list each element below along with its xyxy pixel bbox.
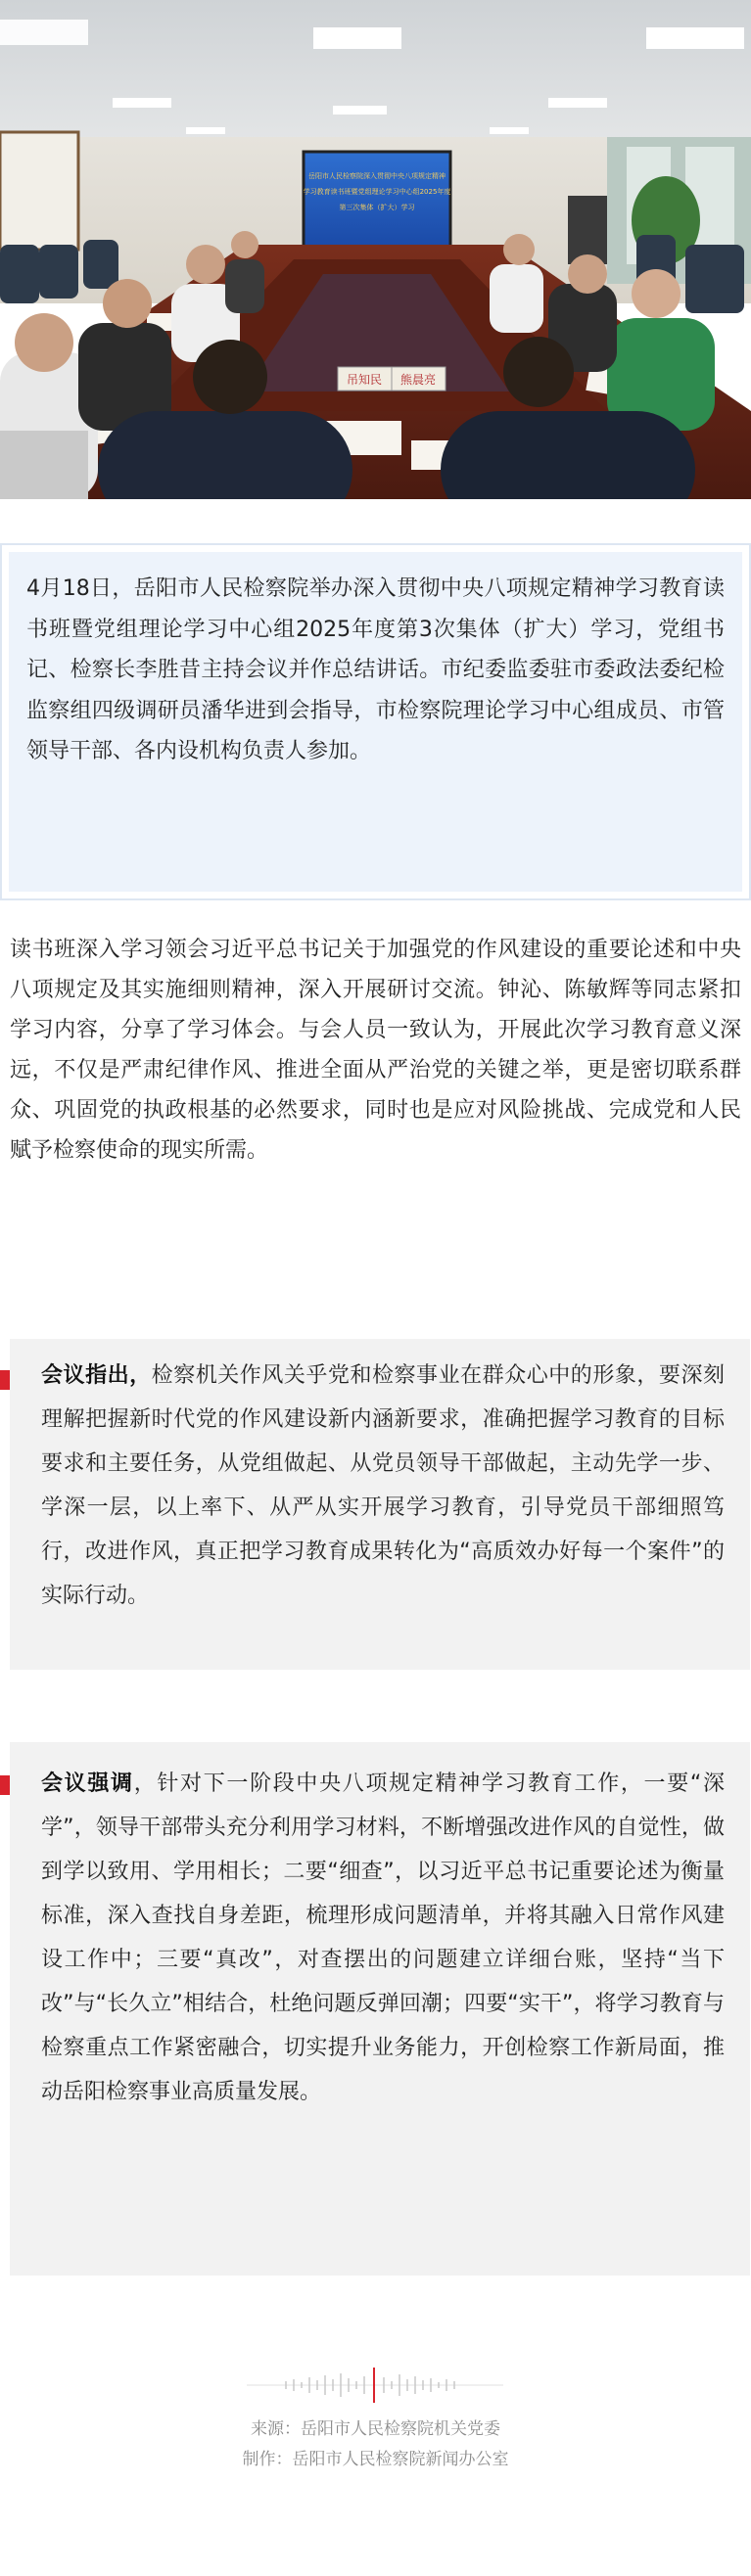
intro-text: 4月18日，岳阳市人民检察院举办深入贯彻中央八项规定精神学习教育读书班暨党组理论学习中心组2025年度第3次集体（扩大）学习，党组书记、检察长李胜昔主持会议并作总结讲话。市纪委监委驻市委政法委纪检监察组四级调研员潘华进到会指导，市检察院理论学习中心组成员、市管领导干部、各内设机构负责人参加。 <box>9 552 742 892</box>
red-marker-icon <box>0 1775 10 1795</box>
footer-producer: 制作：岳阳市人民检察院新闻办公室 <box>242 2450 509 2469</box>
screen-text-line-1: 岳阳市人民检察院深入贯彻中央八项规定精神 <box>308 172 446 180</box>
sound-wave-divider-icon <box>247 2366 503 2405</box>
screen-text-line-2: 学习教育读书班暨党组理论学习中心组2025年度 <box>303 188 451 196</box>
meeting-pointed-out-block <box>10 1339 750 1670</box>
meeting-emphasized-text: ，针对下一阶段中央八项规定精神学习教育工作，一要“深学”，领导干部带头充分利用学习材料，不断增强改进作风的自觉性，做到学以致用、学用相长；二要“细查”，以习近平总书记重要论述为衡量标准，深入查找自身差距，梳理形成问题清单，并将其融入日常作风建设工作中；三要“真改”，对查摆出的问题建立详细台账，坚持“当下改”与“长久立”相结合，杜绝问题反弹回潮；四要“实干”，将学习教育与检察重点工作紧密融合，切实提升业务能力，开创检察工作新局面，推动岳阳检察事业高质量发展。 <box>41 1771 725 2104</box>
red-marker-icon <box>0 1370 10 1390</box>
meeting-emphasized-lead: 会议强调 <box>41 1771 134 1796</box>
meeting-photo <box>0 0 751 499</box>
meeting-emphasized-paragraph <box>41 1762 725 2114</box>
intro-box <box>0 543 751 900</box>
nameplate-1: 吊知民 <box>346 373 383 387</box>
body-paragraph: 读书班深入学习领会习近平总书记关于加强党的作风建设的重要论述和中央八项规定及其实施细则精神，深入开展研讨交流。钟沁、陈敏辉等同志紧扣学习内容，分享了学习体会。与会人员一致认为，开展此次学习教育意义深远，不仅是严肃纪律作风、推进全面从严治党的关键之举，更是密切联系群众、巩固党的执政根基的必然要求，同时也是应对风险挑战、完成党和人民赋予检察使命的现实所需。 <box>10 938 741 1163</box>
screen-text-line-3: 第三次集体（扩大）学习 <box>339 204 415 211</box>
footer-source: 来源：岳阳市人民检察院机关党委 <box>251 2419 500 2439</box>
meeting-pointed-out-text: 检察机关作风关乎党和检察事业在群众心中的形象，要深刻理解把握新时代党的作风建设新内涵新要求，准确把握学习教育的目标要求和主要任务，从党组做起、从党员领导干部做起，主动先学一步、学深一层，以上率下、从严从实开展学习教育，引导党员干部细照笃行，改进作风，真正把学习教育成果转化为“高质效办好每一个案件”的实际行动。 <box>41 1363 725 1608</box>
meeting-pointed-out-lead: 会议指出， <box>41 1363 152 1388</box>
meeting-pointed-out-paragraph <box>41 1354 725 1618</box>
nameplate-2: 熊晨亮 <box>399 373 437 387</box>
meeting-emphasized-block <box>10 1742 750 2276</box>
meeting-photo-illustration <box>0 0 751 499</box>
